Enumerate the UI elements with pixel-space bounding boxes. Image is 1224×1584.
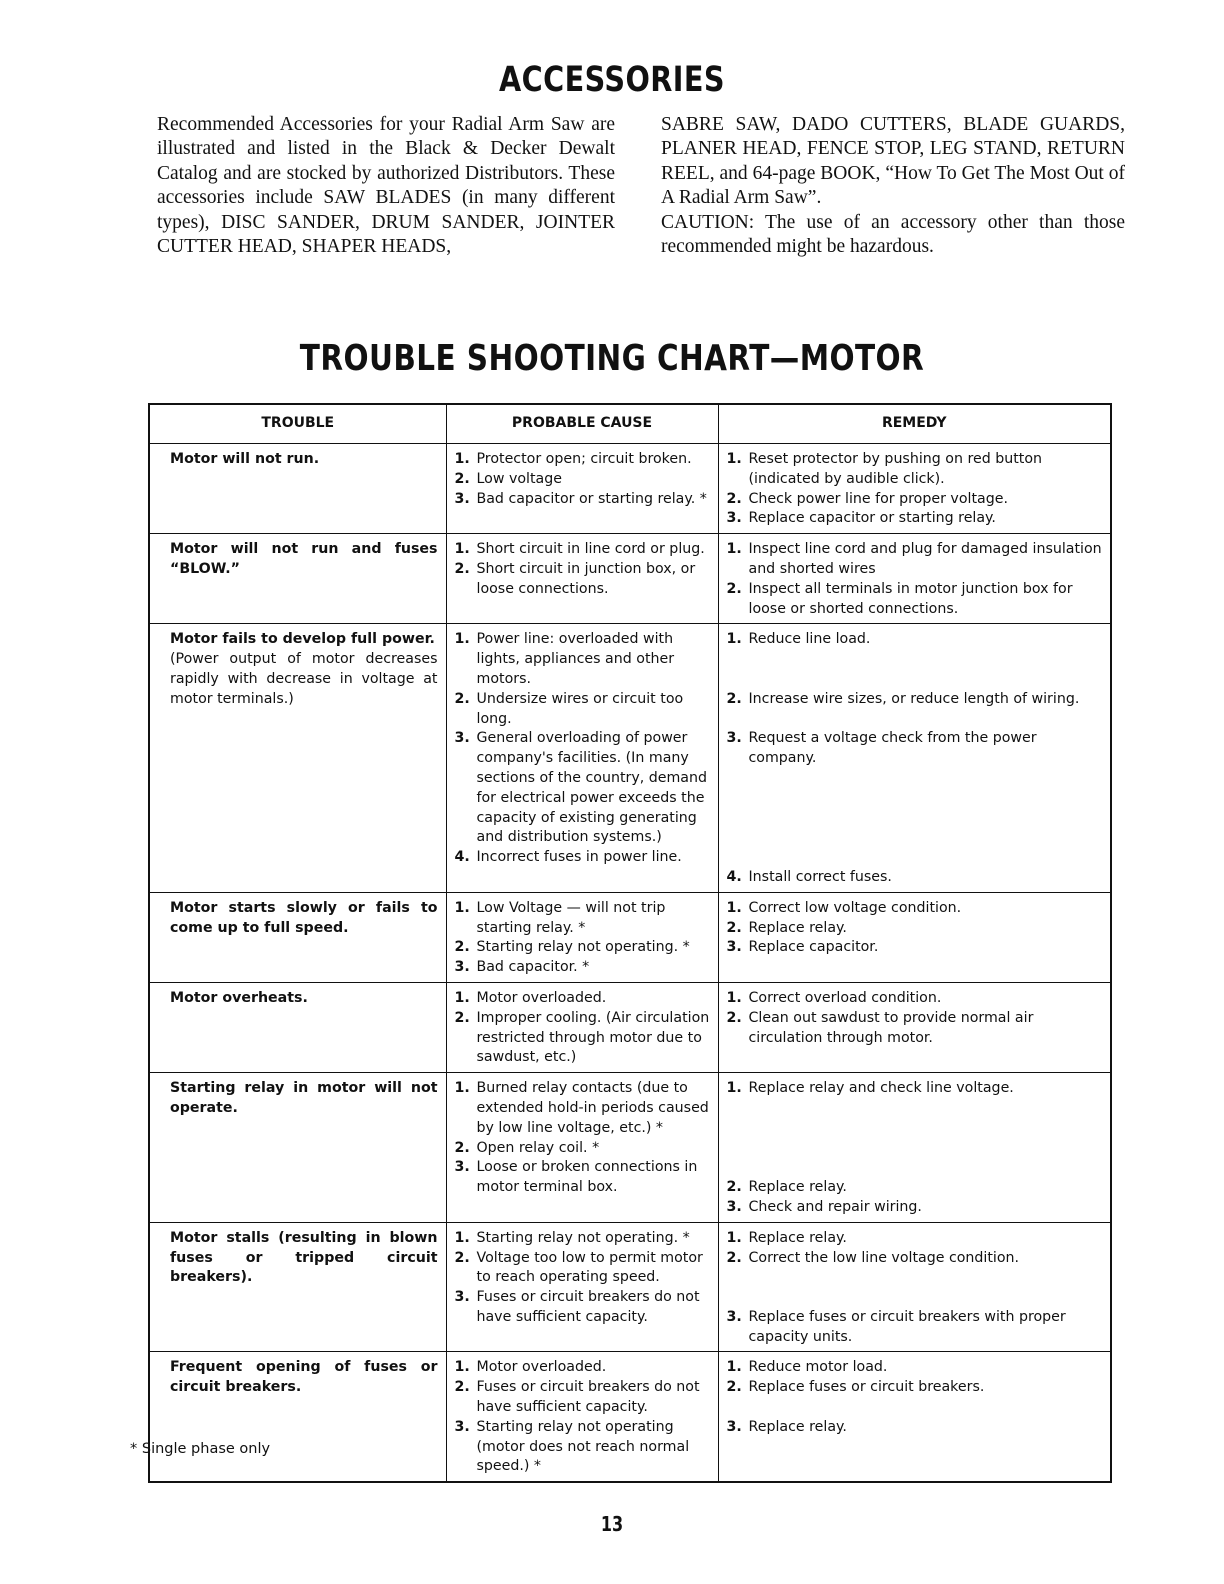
list-item: 2. Replace relay. — [726, 919, 847, 936]
list-item: 3. Bad capacitor. * — [454, 959, 590, 976]
accessories-left-column — [157, 113, 615, 259]
list-item: 3. General overloading of power company's facilities. (In many sections of the country, demand for electrical power exceeds the capacity of existing generating and distribution systems.) — [454, 730, 707, 846]
table-row — [149, 624, 1111, 892]
cause-cell — [446, 1222, 718, 1352]
table-row — [149, 892, 1111, 982]
trouble-cell: Frequent opening of fuses or circuit breakers. — [149, 1352, 446, 1482]
remedy-cell — [718, 982, 1111, 1072]
trouble-cell: Starting relay in motor will not operate. — [149, 1073, 446, 1223]
header-trouble: TROUBLE — [149, 404, 446, 444]
remedy-cell — [718, 892, 1111, 982]
table-header-row — [149, 404, 1111, 444]
list-item: 2. Low voltage — [454, 470, 562, 487]
list-item: 2. Starting relay not operating. * — [454, 939, 690, 956]
list-item: 3. Fuses or circuit breakers do not have sufficient capacity. — [454, 1289, 700, 1325]
trouble-cell — [149, 624, 446, 892]
list-item: 1. Low Voltage — will not trip starting relay. * — [454, 899, 666, 936]
table-row — [149, 1222, 1111, 1352]
list-item: 1. Reduce line load. — [726, 631, 871, 648]
list-item: 3. Check and repair wiring. — [726, 1198, 922, 1215]
list-item: 2. Fuses or circuit breakers do not have sufficient capacity. — [454, 1379, 700, 1416]
list-item: 1. Starting relay not operating. * — [454, 1229, 690, 1246]
table-row — [149, 1352, 1111, 1482]
remedy-cell — [718, 1222, 1111, 1352]
list-item: 1. Correct low voltage condition. — [726, 899, 962, 916]
list-item: 3. Loose or broken connections in motor terminal box. — [454, 1159, 698, 1196]
list-item: 2. Inspect all terminals in motor junction box for loose or shorted connections. — [726, 580, 1073, 617]
list-item: 2. Short circuit in junction box, or loose connections. — [454, 560, 696, 597]
table-row — [149, 444, 1111, 534]
header-remedy: REMEDY — [718, 404, 1111, 444]
list-item: 3. Replace capacitor. — [726, 939, 879, 956]
list-item: 1. Reset protector by pushing on red button (indicated by audible click). — [726, 451, 1043, 487]
list-item: 2. Correct the low line voltage condition. — [726, 1249, 1020, 1266]
list-item: 1. Replace relay. — [726, 1229, 847, 1246]
cause-cell — [446, 624, 718, 892]
list-item: 2. Voltage too low to permit motor to reach operating speed. — [454, 1249, 703, 1286]
remedy-cell — [718, 444, 1111, 534]
accessories-right-column — [661, 113, 1125, 259]
list-item: 3. Replace capacitor or starting relay. — [726, 510, 996, 527]
list-item: 2. Clean out sawdust to provide normal air circulation through motor. — [726, 1009, 1034, 1046]
list-item: 3. Starting relay not operating (motor does not reach normal speed.) * — [454, 1418, 690, 1475]
list-item: 1. Motor overloaded. — [454, 1359, 607, 1376]
list-item: 4. Incorrect fuses in power line. — [454, 849, 682, 866]
accessories-caution-text: CAUTION: The use of an accessory other than those recommended might be hazardous. — [661, 211, 1125, 258]
header-probable-cause: PROBABLE CAUSE — [446, 404, 718, 444]
list-item: 4. Install correct fuses. — [726, 868, 892, 885]
table-row — [149, 1073, 1111, 1223]
trouble-shooting-table — [148, 403, 1112, 1483]
footnote: * Single phase only — [130, 1441, 271, 1457]
trouble-cell: Motor starts slowly or fails to come up to full speed. — [149, 892, 446, 982]
remedy-cell — [718, 624, 1111, 892]
accessories-title: ACCESSORIES — [499, 60, 725, 100]
list-item: 1. Burned relay contacts (due to extended hold-in periods caused by low line voltage, etc.) * — [454, 1080, 709, 1136]
list-item: 2. Improper cooling. (Air circulation restricted through motor due to sawdust, etc.) — [454, 1009, 710, 1066]
list-item: 1. Power line: overloaded with lights, appliances and other motors. — [454, 631, 675, 687]
trouble-cell: Motor overheats. — [149, 982, 446, 1072]
trouble-text: Motor fails to develop full power. — [170, 631, 435, 648]
list-item: 2. Undersize wires or circuit too long. — [454, 690, 684, 727]
remedy-cell — [718, 1073, 1111, 1223]
list-item: 1. Reduce motor load. — [726, 1359, 888, 1376]
list-item: 3. Replace relay. — [726, 1418, 847, 1435]
remedy-cell — [718, 1352, 1111, 1482]
list-item: 2. Increase wire sizes, or reduce length of wiring. — [726, 690, 1080, 707]
cause-cell — [446, 444, 718, 534]
list-item: 1. Motor overloaded. — [454, 989, 607, 1006]
list-item: 1. Protector open; circuit broken. — [454, 451, 692, 467]
table-row — [149, 534, 1111, 624]
list-item: 1. Short circuit in line cord or plug. — [454, 541, 705, 558]
page-number: 13 — [600, 1512, 624, 1536]
accessories-list-text: SABRE SAW, DADO CUTTERS, BLADE GUARDS, PLANER HEAD, FENCE STOP, LEG STAND, RETURN REEL, and 64-page BOOK, “How To Get The Most Out of A Radial Arm Saw”. — [661, 114, 1125, 209]
accessories-intro-text: Recommended Accessories for your Radial Arm Saw are illustrated and listed in the Black & Decker Dewalt Catalog and are stocked by authorized Distributors. These accessories include SAW BLADES (in many different types), DISC SANDER, DRUM SANDER, JOINTER CUTTER HEAD, SHAPER HEADS, — [157, 114, 615, 258]
list-item: 2. Replace fuses or circuit breakers. — [726, 1379, 985, 1396]
list-item: 2. Open relay coil. * — [454, 1139, 600, 1156]
trouble-cell: Motor stalls (resulting in blown fuses or tripped circuit breakers). — [149, 1222, 446, 1352]
cause-cell — [446, 982, 718, 1072]
list-item: 3. Bad capacitor or starting relay. * — [454, 490, 707, 507]
cause-cell — [446, 1352, 718, 1482]
table-row — [149, 982, 1111, 1072]
list-item: 3. Replace fuses or circuit breakers with proper capacity units. — [726, 1308, 1066, 1345]
list-item: 1. Inspect line cord and plug for damaged insulation and shorted wires — [726, 541, 1102, 577]
cause-cell — [446, 1073, 718, 1223]
chart-title: TROUBLE SHOOTING CHART—MOTOR — [299, 338, 925, 379]
list-item: 2. Replace relay. — [726, 1179, 847, 1196]
trouble-cell: Motor will not run. — [149, 444, 446, 534]
list-item: 1. Correct overload condition. — [726, 989, 942, 1006]
list-item: 3. Request a voltage check from the power company. — [726, 730, 1037, 767]
trouble-note: (Power output of motor decreases rapidly with decrease in voltage at motor terminals.) — [170, 651, 438, 707]
trouble-cell: Motor will not run and fuses “BLOW.” — [149, 534, 446, 624]
list-item: 2. Check power line for proper voltage. — [726, 490, 1008, 507]
list-item: 1. Replace relay and check line voltage. — [726, 1080, 1014, 1097]
remedy-cell — [718, 534, 1111, 624]
cause-cell — [446, 534, 718, 624]
cause-cell — [446, 892, 718, 982]
